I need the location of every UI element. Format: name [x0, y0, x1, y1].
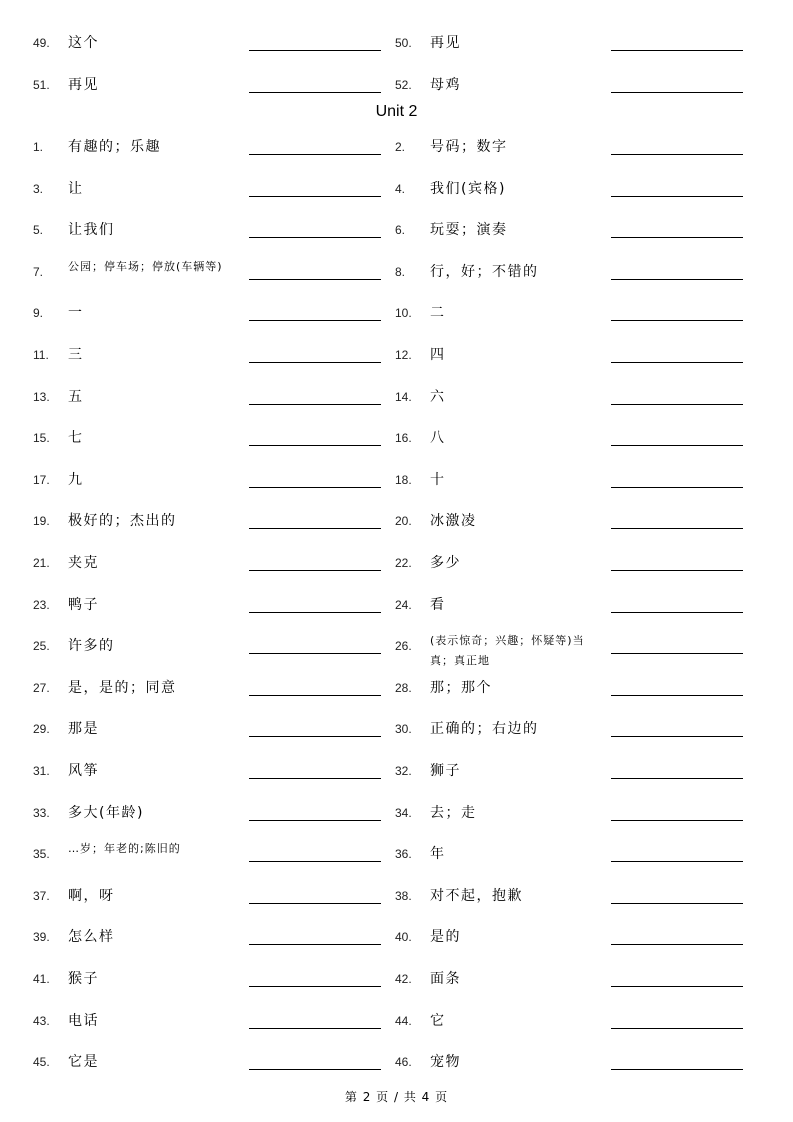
vocab-row [0, 467, 793, 509]
vocab-item [0, 342, 396, 384]
answer-blank[interactable] [611, 237, 743, 238]
answer-blank[interactable] [611, 528, 743, 529]
chinese-meaning: 再见 [68, 77, 99, 93]
chinese-meaning: 行，好；不错的 [430, 263, 539, 280]
chinese-meaning: 九 [68, 471, 84, 488]
chinese-meaning: 多少 [430, 555, 461, 571]
item-number: 8. [395, 264, 406, 279]
vocab-item [0, 716, 396, 758]
item-number: 52. [395, 78, 412, 92]
vocab-item [362, 425, 758, 467]
chinese-meaning: 我们(宾格) [430, 180, 506, 197]
vocab-item [0, 30, 396, 72]
vocab-item [0, 384, 396, 426]
vocab-item [0, 1008, 396, 1050]
item-number: 33. [33, 805, 50, 820]
chinese-meaning: 它是 [68, 1054, 99, 1071]
vocab-item [0, 924, 396, 966]
answer-blank[interactable] [611, 861, 743, 862]
item-number: 13. [33, 389, 50, 404]
chinese-meaning: 玩耍；演奏 [430, 222, 508, 239]
answer-blank[interactable] [611, 320, 743, 321]
chinese-meaning: 四 [430, 347, 446, 363]
vocab-item [362, 508, 758, 550]
answer-blank[interactable] [611, 445, 743, 446]
chinese-meaning: 那是 [68, 721, 99, 738]
vocab-row [0, 800, 793, 842]
item-number: 5. [33, 223, 44, 238]
vocab-item [362, 924, 758, 966]
item-number: 19. [33, 514, 50, 529]
vocab-row [0, 300, 793, 342]
chinese-meaning: 那；那个 [430, 679, 492, 696]
vocab-item [362, 467, 758, 509]
vocab-item [362, 883, 758, 925]
answer-blank[interactable] [611, 362, 743, 363]
item-number: 34. [395, 805, 412, 820]
vocab-item [0, 176, 396, 218]
chinese-meaning: 冰激凌 [430, 513, 477, 530]
item-number: 38. [395, 888, 412, 903]
page-footer: 第 2 页 / 共 4 页 [344, 1090, 449, 1104]
item-number: 2. [395, 140, 406, 154]
answer-blank[interactable] [611, 50, 743, 51]
vocab-row [0, 30, 793, 72]
vocab-row [0, 384, 793, 426]
vocab-item [362, 758, 758, 800]
answer-blank[interactable] [611, 986, 743, 987]
item-number: 14. [395, 389, 412, 404]
chinese-meaning: 号码；数字 [430, 139, 508, 155]
item-number: 30. [395, 722, 412, 737]
chinese-meaning: 夹克 [68, 555, 99, 571]
vocab-item [0, 508, 396, 550]
answer-blank[interactable] [611, 154, 743, 155]
chinese-meaning: 二 [430, 305, 446, 322]
chinese-meaning: 是的 [430, 929, 461, 946]
chinese-meaning: 面条 [430, 971, 461, 987]
vocab-item [362, 217, 758, 259]
item-number: 26. [395, 639, 412, 654]
chinese-meaning: 是，是的；同意 [68, 679, 177, 696]
vocab-row [0, 176, 793, 218]
item-number: 41. [33, 972, 50, 986]
vocab-row [0, 675, 793, 717]
chinese-meaning: 公园；停车场；停放(车辆等) [68, 259, 223, 273]
item-number: 9. [33, 306, 44, 321]
answer-blank[interactable] [611, 570, 743, 571]
vocab-item [0, 217, 396, 259]
vocab-item [362, 675, 758, 717]
item-number: 51. [33, 78, 50, 92]
item-number: 28. [395, 680, 412, 695]
vocab-item [0, 300, 396, 342]
vocab-item [362, 30, 758, 72]
item-number: 6. [395, 223, 406, 238]
item-number: 10. [395, 306, 412, 321]
chinese-meaning: 狮子 [430, 763, 461, 779]
vocab-row [0, 841, 793, 883]
chinese-meaning: 电话 [68, 1012, 99, 1029]
item-number: 25. [33, 639, 50, 654]
item-number: 37. [33, 888, 50, 903]
vocab-row [0, 592, 793, 634]
chinese-meaning: 去；走 [430, 804, 477, 821]
vocab-item [362, 384, 758, 426]
vocab-item [362, 134, 758, 176]
vocab-item [362, 633, 758, 675]
vocab-row [0, 425, 793, 467]
vocab-item [0, 259, 396, 301]
vocab-item [362, 300, 758, 342]
item-number: 31. [33, 764, 50, 778]
vocab-item [362, 342, 758, 384]
vocab-item [0, 425, 396, 467]
answer-blank[interactable] [611, 1028, 743, 1029]
item-number: 12. [395, 348, 412, 362]
vocab-row [0, 758, 793, 800]
vocab-item [0, 633, 396, 675]
answer-blank[interactable] [611, 944, 743, 945]
item-number: 1. [33, 140, 44, 154]
vocab-item [362, 259, 758, 301]
chinese-meaning: 极好的；杰出的 [68, 513, 177, 530]
vocab-row [0, 924, 793, 966]
item-number: 7. [33, 264, 44, 279]
chinese-meaning: 有趣的；乐趣 [68, 139, 161, 155]
item-number: 16. [395, 431, 412, 446]
vocab-item [362, 716, 758, 758]
answer-blank[interactable] [611, 820, 743, 821]
item-number: 15. [33, 431, 50, 446]
vocab-row [0, 550, 793, 592]
chinese-meaning: (表示惊奇；兴趣；怀疑等)当真；真正地 [430, 634, 585, 668]
chinese-meaning: 宠物 [430, 1054, 461, 1071]
chinese-meaning: …岁；年老的;陈旧的 [68, 842, 181, 856]
item-number: 20. [395, 514, 412, 529]
vocab-row [0, 259, 793, 301]
vocab-item [362, 841, 758, 883]
chinese-meaning: 正确的；右边的 [430, 721, 539, 738]
vocab-row [0, 1008, 793, 1050]
chinese-meaning: 年 [430, 846, 446, 863]
answer-blank[interactable] [611, 279, 743, 280]
answer-blank[interactable] [611, 653, 743, 654]
item-number: 46. [395, 1055, 412, 1070]
item-number: 22. [395, 556, 412, 570]
answer-blank[interactable] [611, 1069, 743, 1070]
item-number: 36. [395, 847, 412, 862]
chinese-meaning: 怎么样 [68, 929, 115, 946]
vocab-item [0, 550, 396, 592]
vocab-item [362, 550, 758, 592]
answer-blank[interactable] [611, 404, 743, 405]
chinese-meaning: 多大(年龄) [68, 804, 144, 821]
vocab-item [362, 1049, 758, 1091]
vocab-row [0, 633, 793, 675]
chinese-meaning: 看 [430, 596, 446, 613]
item-number: 45. [33, 1055, 50, 1070]
vocab-row [0, 966, 793, 1008]
vocab-item [0, 134, 396, 176]
vocab-row [0, 1049, 793, 1091]
chinese-meaning: 五 [68, 388, 84, 405]
vocab-item [0, 592, 396, 634]
vocab-item [0, 758, 396, 800]
vocab-item [0, 467, 396, 509]
chinese-meaning: 十 [430, 471, 446, 488]
answer-blank[interactable] [611, 196, 743, 197]
item-number: 43. [33, 1013, 50, 1028]
vocab-item [362, 966, 758, 1008]
vocab-item [362, 592, 758, 634]
chinese-meaning: 一 [68, 305, 84, 322]
chinese-meaning: 对不起，抱歉 [430, 887, 523, 904]
item-number: 39. [33, 930, 50, 945]
vocab-item [0, 675, 396, 717]
item-number: 24. [395, 597, 412, 612]
chinese-meaning: 许多的 [68, 638, 115, 655]
vocab-item [0, 800, 396, 842]
vocab-item [362, 1008, 758, 1050]
item-number: 17. [33, 472, 50, 487]
answer-blank[interactable] [611, 736, 743, 737]
vocab-row [0, 134, 793, 176]
vocab-item [0, 966, 396, 1008]
chinese-meaning: 七 [68, 430, 84, 447]
item-number: 29. [33, 722, 50, 737]
item-number: 35. [33, 847, 50, 862]
vocab-item [362, 800, 758, 842]
answer-blank[interactable] [611, 612, 743, 613]
item-number: 40. [395, 930, 412, 945]
item-number: 23. [33, 597, 50, 612]
item-number: 3. [33, 181, 44, 196]
item-number: 27. [33, 680, 50, 695]
answer-blank[interactable] [611, 778, 743, 779]
item-number: 4. [395, 181, 406, 196]
item-number: 21. [33, 556, 50, 570]
chinese-meaning: 风筝 [68, 763, 99, 779]
chinese-meaning: 啊，呀 [68, 887, 115, 904]
chinese-meaning: 猴子 [68, 971, 99, 987]
item-number: 49. [33, 36, 50, 50]
vocab-item [0, 883, 396, 925]
vocab-row [0, 716, 793, 758]
vocab-row [0, 883, 793, 925]
item-number: 32. [395, 764, 412, 778]
item-number: 18. [395, 472, 412, 487]
vocab-row [0, 342, 793, 384]
chinese-meaning: 再见 [430, 35, 461, 51]
item-number: 50. [395, 36, 412, 50]
unit-title: Unit 2 [375, 103, 418, 120]
chinese-meaning: 八 [430, 430, 446, 447]
chinese-meaning: 三 [68, 347, 84, 363]
item-number: 11. [33, 348, 49, 362]
answer-blank[interactable] [611, 695, 743, 696]
item-number: 42. [395, 972, 412, 986]
vocab-row [0, 217, 793, 259]
item-number: 44. [395, 1013, 412, 1028]
chinese-meaning: 让我们 [68, 222, 115, 239]
vocab-item [362, 176, 758, 218]
vocab-item [0, 1049, 396, 1091]
answer-blank[interactable] [611, 487, 743, 488]
chinese-meaning: 让 [68, 180, 84, 197]
chinese-meaning: 六 [430, 388, 446, 405]
vocab-item [0, 841, 396, 883]
answer-blank[interactable] [611, 903, 743, 904]
chinese-meaning: 这个 [68, 35, 99, 51]
chinese-meaning: 母鸡 [430, 77, 461, 93]
vocab-row [0, 508, 793, 550]
chinese-meaning: 它 [430, 1012, 446, 1029]
answer-blank[interactable] [611, 92, 743, 93]
chinese-meaning: 鸭子 [68, 596, 99, 613]
